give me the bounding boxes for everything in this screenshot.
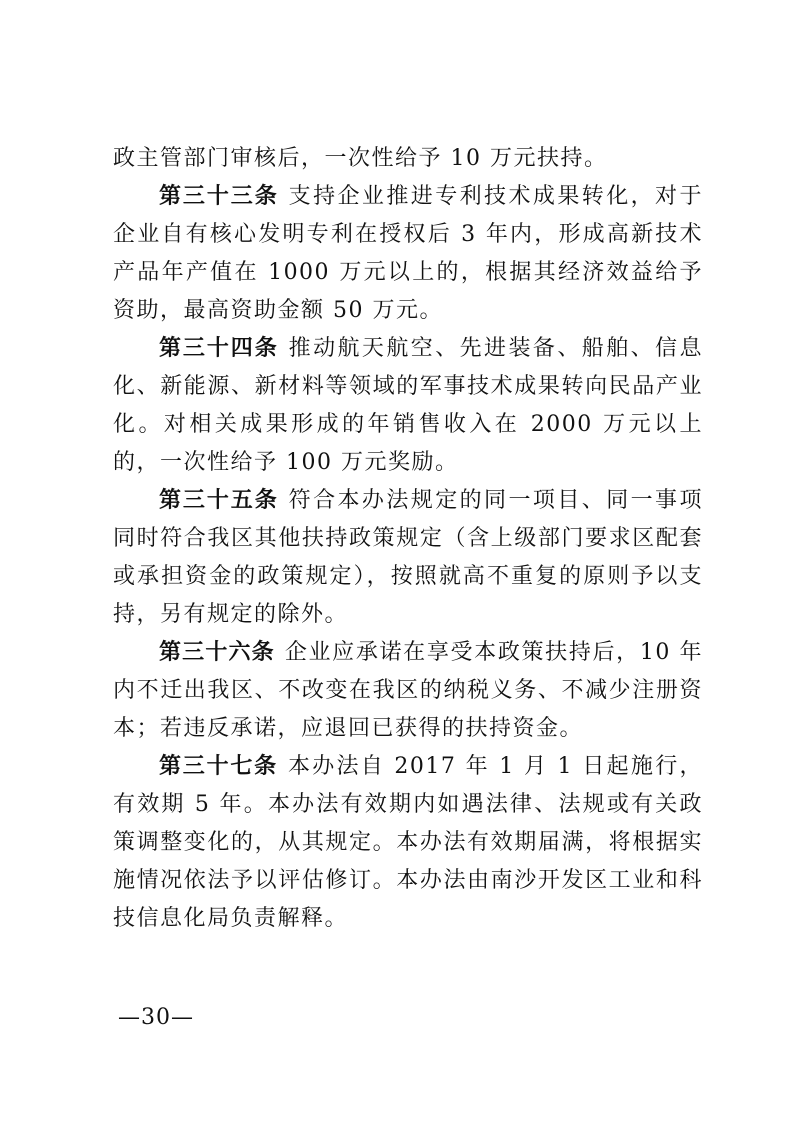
article-heading: 第三十三条 (159, 184, 279, 209)
article-body: 推动航天航空、先进装备、船舶、信息化、新能源、新材料等领域的军事技术成果转向民品产业化。对相关成果形成的年销售收入在 2000 万元以上的，一次性给予 100 万元奖励。 (113, 336, 703, 475)
page-number: —30— (118, 1005, 194, 1030)
article-37 (113, 748, 703, 938)
article-body: 符合本办法规定的同一项目、同一事项同时符合我区其他扶持政策规定（含上级部门要求区配套或承担资金的政策规定），按照就高不重复的原则予以支持，另有规定的除外。 (113, 488, 703, 627)
document-body (113, 140, 703, 938)
article-body: 本办法自 2017 年 1 月 1 日起施行，有效期 5 年。本办法有效期内如遇法律、法规或有关政策调整变化的，从其规定。本办法有效期届满，将根据实施情况依法予以评估修订。本办法由南沙开发区工业和科技信息化局负责解释。 (113, 754, 703, 931)
article-heading: 第三十五条 (159, 488, 279, 513)
article-34 (113, 330, 703, 482)
article-heading: 第三十四条 (159, 336, 279, 361)
article-36 (113, 634, 703, 748)
article-heading: 第三十七条 (159, 754, 278, 779)
continuation-paragraph: 政主管部门审核后，一次性给予 10 万元扶持。 (113, 146, 608, 171)
article-33 (113, 178, 703, 330)
article-body: 支持企业推进专利技术成果转化，对于企业自有核心发明专利在授权后 3 年内，形成高新技术产品年产值在 1000 万元以上的，根据其经济效益给予资助，最高资助金额 50 万元。 (113, 184, 703, 323)
article-heading: 第三十六条 (159, 640, 275, 665)
article-35 (113, 482, 703, 634)
article-body: 企业应承诺在享受本政策扶持后，10 年内不迁出我区、不改变在我区的纳税义务、不减少注册资本；若违反承诺，应退回已获得的扶持资金。 (113, 640, 703, 741)
